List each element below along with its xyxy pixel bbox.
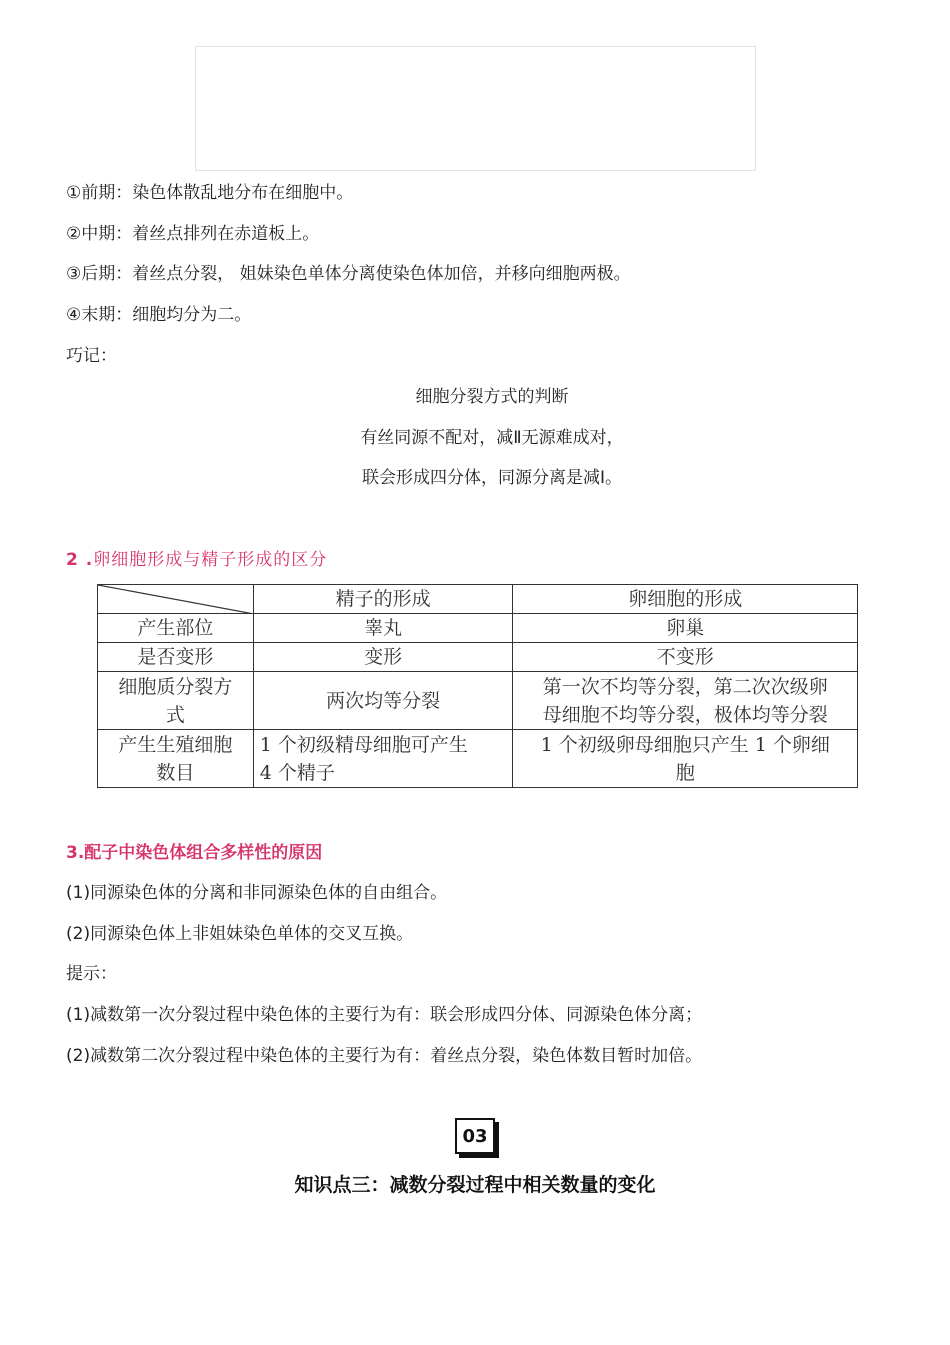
- phase-metaphase: ②中期：着丝点排列在赤道板上。: [66, 224, 320, 244]
- section3-heading: 3.配子中染色体组合多样性的原因: [66, 843, 323, 863]
- hint-item: (1)减数第一次分裂过程中染色体的主要行为有：联会形成四分体、同源染色体分离；: [66, 1005, 703, 1025]
- diagonal-line: [98, 585, 254, 614]
- section2-heading: [66, 549, 327, 571]
- row-label-line: 细胞质分裂方: [118, 675, 233, 698]
- knowledge-point-title: 知识点三：减数分裂过程中相关数量的变化: [294, 1174, 656, 1196]
- row-label: [98, 730, 254, 788]
- cell-line: 1 个初级精母细胞可产生: [259, 733, 468, 756]
- cell-egg: 卵巢: [513, 614, 858, 643]
- cell-line: 胞: [675, 761, 695, 784]
- row-label-line: 产生生殖细胞: [118, 733, 233, 756]
- table-row: [98, 672, 858, 730]
- cell-egg: 不变形: [513, 643, 858, 672]
- section2-number: 2 .: [66, 550, 94, 570]
- reason-item: (2)同源染色体上非姐妹染色单体的交叉互换。: [66, 924, 414, 944]
- cell-sperm: 变形: [253, 643, 513, 672]
- hint-label: 提示：: [66, 964, 117, 984]
- mnemonic-line-1: 有丝同源不配对，减Ⅱ无源难成对，: [360, 428, 624, 448]
- row-label: [98, 672, 254, 730]
- table-row: [98, 614, 858, 643]
- phase-telophase: ④末期：细胞均分为二。: [66, 305, 252, 325]
- row-label-line: 式: [165, 703, 185, 726]
- row-label: 产生部位: [98, 614, 254, 643]
- reason-item: (1)同源染色体的分离和非同源染色体的自由组合。: [66, 883, 448, 903]
- header-sperm: 精子的形成: [253, 585, 513, 614]
- cell-egg: [513, 730, 858, 788]
- table-row: [98, 643, 858, 672]
- row-label-line: 数目: [156, 761, 195, 784]
- section-number-badge: 03: [455, 1118, 495, 1154]
- table-row: [98, 730, 858, 788]
- mnemonic-title: 细胞分裂方式的判断: [415, 387, 569, 407]
- header-egg: 卵细胞的形成: [513, 585, 858, 614]
- cell-egg: [513, 672, 858, 730]
- cell-sperm: 睾丸: [253, 614, 513, 643]
- mnemonic-line-2: 联会形成四分体，同源分离是减Ⅰ。: [361, 468, 622, 488]
- comparison-table: [97, 584, 858, 788]
- cell-line: 1 个初级卵母细胞只产生 1 个卵细: [540, 733, 830, 756]
- row-label: 是否变形: [98, 643, 254, 672]
- table-corner-cell: [98, 585, 254, 614]
- hint-item: (2)减数第二次分裂过程中染色体的主要行为有：着丝点分裂，染色体数目暂时加倍。: [66, 1046, 703, 1066]
- cell-line: 4 个精子: [259, 761, 335, 784]
- phase-prophase: ①前期：染色体散乱地分布在细胞中。: [66, 183, 354, 203]
- section2-title: 卵细胞形成与精子形成的区分: [93, 550, 328, 570]
- table-header-row: [98, 585, 858, 614]
- cell-sperm: [253, 730, 513, 788]
- phase-anaphase: ③后期：着丝点分裂， 姐妹染色单体分离使染色体加倍，并移向细胞两极。: [66, 264, 631, 284]
- cell-sperm: 两次均等分裂: [253, 672, 513, 730]
- cell-line: 母细胞不均等分裂，极体均等分裂: [542, 703, 828, 726]
- image-placeholder: [195, 46, 756, 171]
- cell-line: 第一次不均等分裂，第二次次级卵: [542, 675, 828, 698]
- mnemonic-label: 巧记：: [66, 346, 117, 366]
